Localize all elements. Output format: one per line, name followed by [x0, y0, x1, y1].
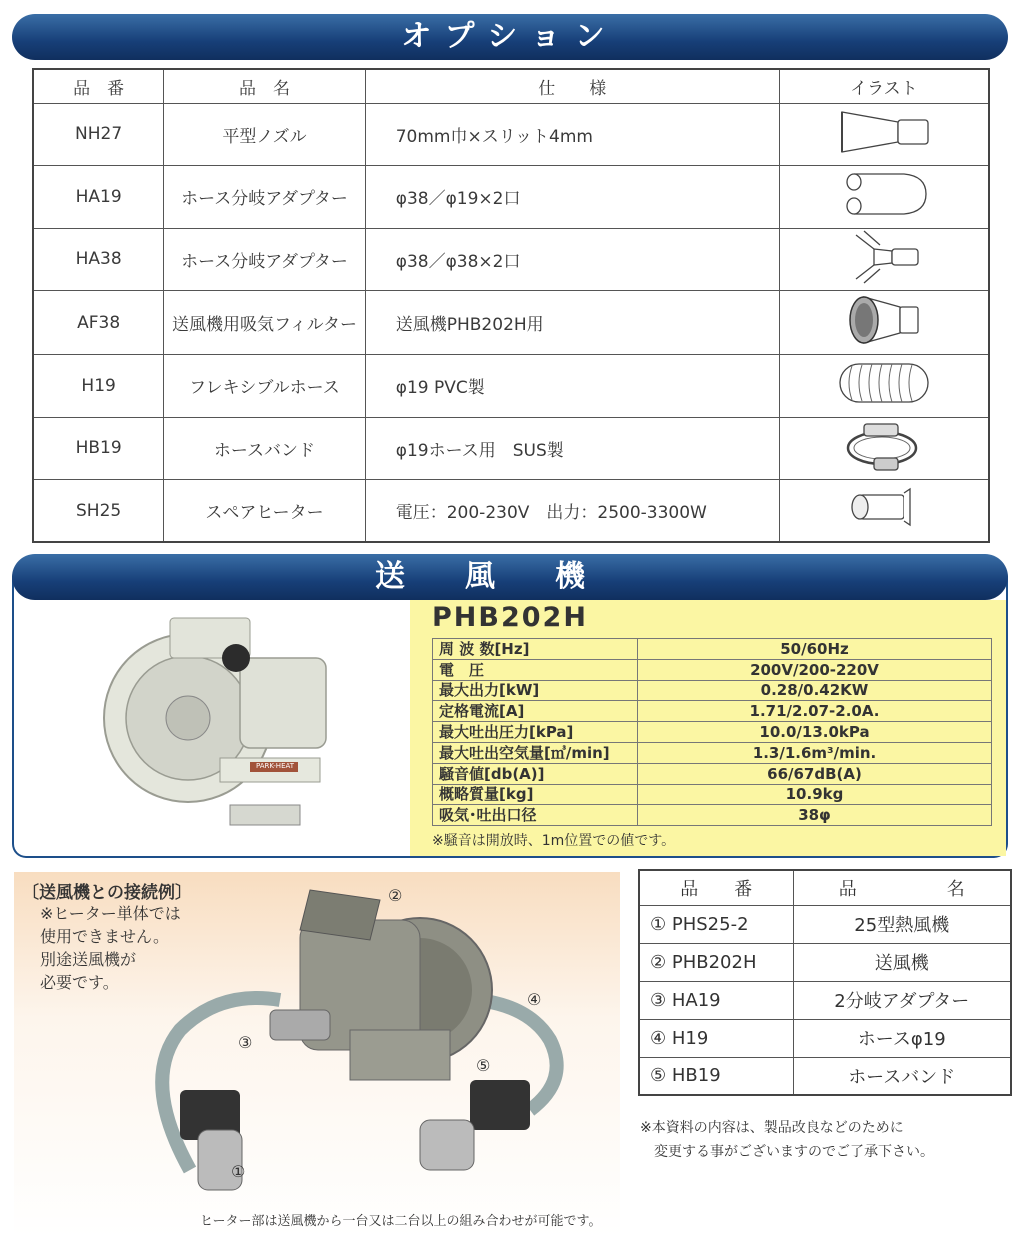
header-illustration: イラスト — [779, 69, 989, 103]
part-name: 25型熱風機 — [793, 905, 1011, 943]
part-code: ① PHS25-2 — [639, 905, 793, 943]
spec-value: 10.9kg — [638, 784, 992, 805]
spec-value: 200V/200-220V — [638, 659, 992, 680]
option-name: ホース分岐アダプター — [164, 228, 365, 291]
spec-label: 吸気･吐出口径 — [433, 805, 638, 826]
option-code: H19 — [33, 355, 164, 418]
connection-photo — [120, 880, 600, 1200]
callout-1: ① — [231, 1162, 246, 1181]
spare-heater-icon — [834, 483, 934, 533]
callout-4: ④ — [527, 990, 542, 1009]
option-name: 平型ノズル — [164, 103, 365, 166]
table-row — [433, 742, 992, 763]
blower-banner: 送風機 — [12, 554, 1008, 600]
option-code: HB19 — [33, 417, 164, 480]
option-code: SH25 — [33, 480, 164, 543]
part-name: 2分岐アダプター — [793, 981, 1011, 1019]
table-row — [433, 805, 992, 826]
flat-nozzle-icon — [834, 104, 934, 160]
table-row — [433, 680, 992, 701]
footnote: ※本資料の内容は、製品改良などのために 変更する事がございますのでご了承下さい。 — [640, 1120, 934, 1160]
option-code: HA19 — [33, 166, 164, 229]
spec-value: 0.28/0.42KW — [638, 680, 992, 701]
header-spec: 仕 様 — [365, 69, 779, 103]
options-banner: オプション — [12, 14, 1008, 60]
table-row — [433, 763, 992, 784]
option-code: AF38 — [33, 291, 164, 355]
part-name: 送風機 — [793, 943, 1011, 981]
table-row — [433, 701, 992, 722]
spec-label: 定格電流[A] — [433, 701, 638, 722]
table-row — [639, 981, 1011, 1019]
hose-band-icon — [834, 418, 934, 474]
option-spec: φ19 PVC製 — [365, 355, 779, 418]
table-row — [33, 355, 989, 418]
table-row — [433, 639, 992, 660]
blower-spec-table — [432, 638, 992, 826]
header-name: 品 名 — [164, 69, 365, 103]
table-row — [433, 659, 992, 680]
table-row — [33, 291, 989, 355]
spec-label: 最大吐出圧力[kPa] — [433, 722, 638, 743]
connection-caption: ヒーター部は送風機から一台又は二台以上の組み合わせが可能です。 — [200, 1214, 602, 1229]
part-code: ④ H19 — [639, 1019, 793, 1057]
option-name: スペアヒーター — [164, 480, 365, 543]
spec-value: 1.71/2.07-2.0A. — [638, 701, 992, 722]
part-code: ⑤ HB19 — [639, 1057, 793, 1095]
hose-branch-adapter-icon — [834, 166, 934, 222]
table-row — [639, 905, 1011, 943]
noise-note: ※騒音は開放時、1m位置での値です。 — [432, 833, 676, 849]
spec-value: 10.0/13.0kPa — [638, 722, 992, 743]
header-code: 品 番 — [33, 69, 164, 103]
spec-label: 騒音値[db(A)] — [433, 763, 638, 784]
options-table — [32, 68, 990, 543]
connection-note: ※ヒーター単体では 使用できません。 別途送風機が 必要です。 — [40, 904, 181, 992]
callout-2: ② — [388, 886, 403, 905]
spec-value: 50/60Hz — [638, 639, 992, 660]
option-spec: φ38／φ19×2口 — [365, 166, 779, 229]
option-name: 送風機用吸気フィルター — [164, 291, 365, 355]
part-code: ② PHB202H — [639, 943, 793, 981]
spec-label: 最大吐出空気量[㎥/min] — [433, 742, 638, 763]
parts-table-header — [639, 870, 1011, 905]
model-title: PHB202H — [432, 602, 588, 633]
connection-title: 〔送風機との接続例〕 — [22, 883, 192, 903]
spec-value: 1.3/1.6m³/min. — [638, 742, 992, 763]
spec-label: 最大出力[kW] — [433, 680, 638, 701]
table-row — [33, 480, 989, 543]
spec-value: 38φ — [638, 805, 992, 826]
table-row — [639, 1019, 1011, 1057]
spec-label: 電 圧 — [433, 659, 638, 680]
spec-value: 66/67dB(A) — [638, 763, 992, 784]
option-name: ホース分岐アダプター — [164, 166, 365, 229]
part-name: ホースバンド — [793, 1057, 1011, 1095]
part-code: ③ HA19 — [639, 981, 793, 1019]
flexible-hose-icon — [834, 358, 934, 408]
option-spec: φ19ホース用 SUS製 — [365, 417, 779, 480]
option-spec: 送風機PHB202H用 — [365, 291, 779, 355]
table-row — [433, 722, 992, 743]
brand-label: PARK-HEAT — [256, 762, 295, 770]
part-name: ホースφ19 — [793, 1019, 1011, 1057]
table-row — [33, 228, 989, 291]
table-row — [33, 103, 989, 166]
table-row — [33, 417, 989, 480]
option-spec: 70mm巾×スリット4mm — [365, 103, 779, 166]
callout-3: ③ — [238, 1033, 253, 1052]
option-code: HA38 — [33, 228, 164, 291]
option-name: ホースバンド — [164, 417, 365, 480]
blower-photo — [100, 610, 340, 840]
table-row — [639, 1057, 1011, 1095]
table-row — [33, 166, 989, 229]
table-row — [639, 943, 1011, 981]
option-spec: φ38／φ38×2口 — [365, 228, 779, 291]
spec-label: 概略質量[kg] — [433, 784, 638, 805]
option-spec: 電圧：200-230V 出力：2500-3300W — [365, 480, 779, 543]
spec-label: 周 波 数[Hz] — [433, 639, 638, 660]
callout-5: ⑤ — [476, 1056, 491, 1075]
option-name: フレキシブルホース — [164, 355, 365, 418]
header-code: 品 番 — [639, 870, 793, 905]
y-adapter-icon — [834, 229, 934, 285]
table-row — [433, 784, 992, 805]
parts-table — [638, 869, 1012, 1096]
options-table-header — [33, 69, 989, 103]
intake-filter-icon — [834, 291, 934, 349]
header-name: 品 名 — [793, 870, 1011, 905]
option-code: NH27 — [33, 103, 164, 166]
